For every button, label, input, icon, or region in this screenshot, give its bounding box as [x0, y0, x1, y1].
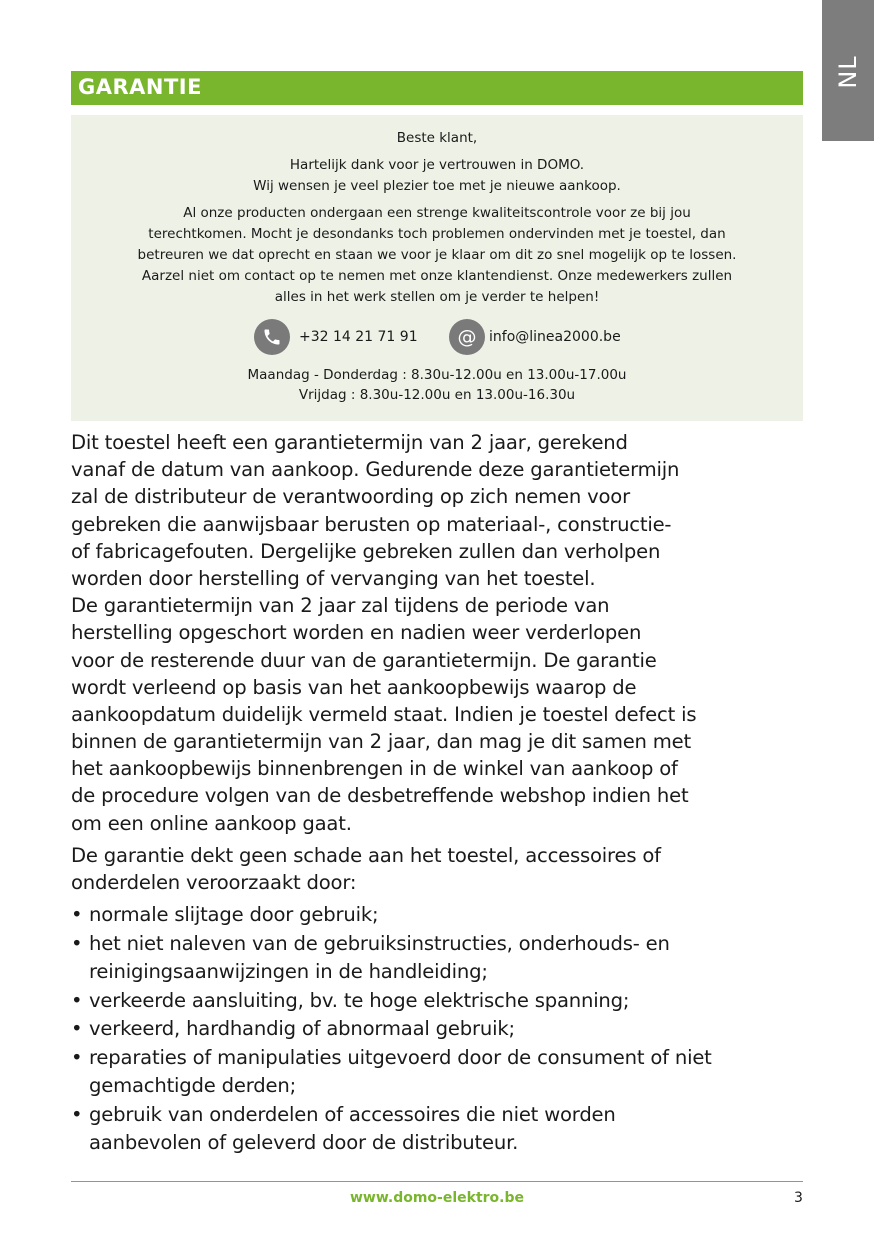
list-item-text: reinigingsaanwijzingen in de handleiding; — [89, 960, 488, 983]
bullet-icon: • — [71, 1045, 83, 1069]
list-item — [71, 1044, 811, 1101]
section-title: GARANTIE — [78, 75, 202, 99]
notice-thanks-line: Hartelijk dank voor je vertrouwen in DOMO. — [289, 157, 585, 173]
email-contact — [449, 319, 621, 355]
text-line: worden door herstelling of vervanging van het toestel. — [71, 566, 596, 590]
text-line: gebreken die aanwijsbaar berusten op materiaal-, constructie- — [71, 512, 672, 536]
footer-divider — [71, 1181, 803, 1182]
list-item-text: gebruik van onderdelen of accessoires die niet worden — [89, 1102, 616, 1126]
notice-quality-line: Al onze producten ondergaan een strenge kwaliteitscontrole voor ze bij jou — [183, 205, 691, 221]
warranty-paragraph — [71, 429, 811, 837]
text-line: voor de resterende duur van de garantietermijn. De garantie — [71, 648, 657, 672]
list-item-text: reparaties of manipulaties uitgevoerd door de consument of niet — [89, 1045, 712, 1069]
text-line: onderdelen veroorzaakt door: — [71, 871, 357, 895]
notice-quality-line: terechtkomen. Mocht je desondanks toch problemen ondervinden met je toestel, dan — [148, 226, 726, 242]
list-item-text: verkeerde aansluiting, bv. te hoge elektrische spanning; — [89, 988, 630, 1012]
notice-quality-line: alles in het werk stellen om je verder te helpen! — [274, 289, 600, 305]
phone-contact — [254, 319, 418, 355]
list-item — [71, 1101, 811, 1158]
text-line: De garantie dekt geen schade aan het toestel, accessoires of — [71, 844, 661, 867]
customer-notice-box — [71, 115, 803, 421]
bullet-icon: • — [71, 1017, 83, 1040]
text-line: of fabricagefouten. Dergelijke gebreken zullen dan verholpen — [71, 539, 661, 563]
list-item-text: aanbevolen of geleverd door de distributeur. — [89, 1131, 519, 1154]
list-item — [71, 1015, 811, 1044]
list-item-text: normale slijtage door gebruik; — [89, 903, 379, 926]
exclusions-intro — [71, 842, 811, 896]
list-item-text: verkeerd, hardhandig of abnormaal gebruik; — [89, 1017, 515, 1040]
text-line: Dit toestel heeft een garantietermijn van 2 jaar, gerekend — [71, 431, 628, 454]
list-item-text: gemachtigde derden; — [89, 1074, 296, 1097]
bullet-icon: • — [71, 988, 83, 1012]
section-header — [71, 71, 803, 105]
footer-website-link[interactable]: www.domo-elektro.be — [349, 1190, 525, 1206]
text-line: zal de distributeur de verantwoording op zich nemen voor — [71, 485, 630, 509]
phone-icon — [254, 319, 290, 355]
text-line: binnen de garantietermijn van 2 jaar, dan mag je dit samen met — [71, 730, 692, 754]
list-item — [71, 987, 811, 1016]
text-line: de procedure volgen van de desbetreffende webshop indien het — [71, 784, 689, 808]
bullet-icon: • — [71, 1102, 83, 1126]
hours-line: Maandag - Donderdag : 8.30u-12.00u en 13.00u-17.00u — [247, 367, 627, 383]
bullet-icon: • — [71, 931, 83, 955]
exclusions-list — [71, 901, 811, 1158]
text-line: om een online aankoop gaat. — [71, 811, 352, 835]
list-item — [71, 901, 811, 930]
notice-quality-line: Aarzel niet om contact op te nemen met onze klantendienst. Onze medewerkers zullen — [141, 268, 733, 284]
page-number: 3 — [794, 1190, 803, 1206]
language-tab — [822, 0, 874, 141]
phone-number: +32 14 21 71 91 — [299, 329, 418, 345]
text-line: herstelling opgeschort worden en nadien weer verderlopen — [71, 621, 642, 645]
list-item-text: het niet naleven van de gebruiksinstructies, onderhouds- en — [89, 931, 670, 955]
text-line: het aankoopbewijs binnenbrengen in de winkel van aankoop of — [71, 757, 678, 781]
text-line: aankoopdatum duidelijk vermeld staat. Indien je toestel defect is — [71, 702, 697, 726]
hours-line: Vrijdag : 8.30u-12.00u en 13.00u-16.30u — [298, 387, 576, 403]
notice-quality-line: betreuren we dat oprecht en staan we voor je klaar om dit zo snel mogelijk op te lossen. — [137, 247, 737, 263]
text-line: wordt verleend op basis van het aankoopbewijs waarop de — [71, 675, 637, 699]
bullet-icon: • — [71, 903, 83, 926]
text-line: De garantietermijn van 2 jaar zal tijdens de periode van — [71, 594, 610, 618]
text-line: vanaf de datum van aankoop. Gedurende deze garantietermijn — [71, 458, 680, 482]
notice-greeting: Beste klant, — [396, 130, 478, 146]
language-tab-label: NL — [834, 55, 862, 89]
list-item — [71, 930, 811, 987]
notice-thanks-line: Wij wensen je veel plezier toe met je nieuwe aankoop. — [253, 178, 621, 194]
email-address[interactable]: info@linea2000.be — [489, 329, 621, 345]
at-icon: @ — [449, 319, 485, 355]
